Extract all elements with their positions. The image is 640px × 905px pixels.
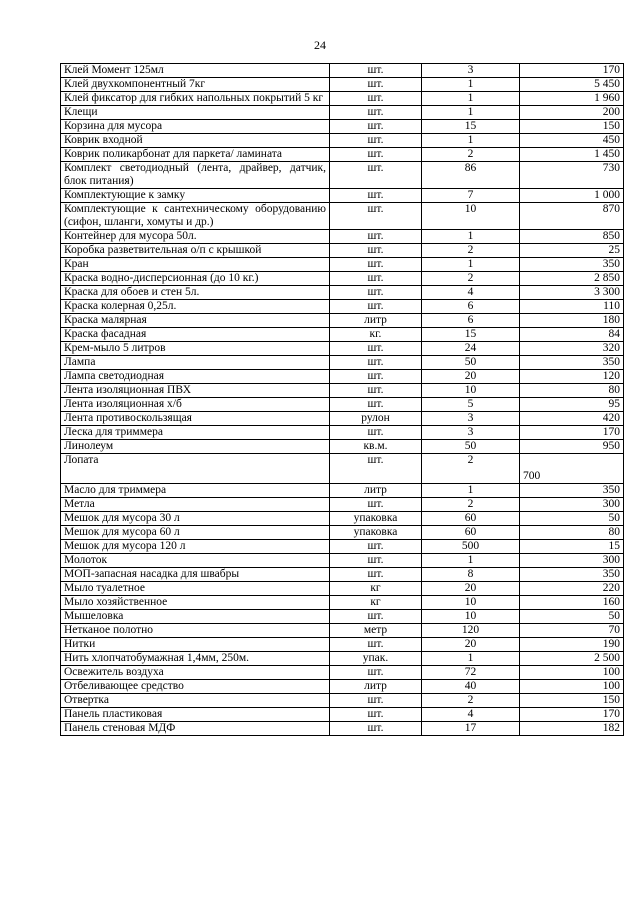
table-row bbox=[61, 384, 624, 398]
unit-cell: шт. bbox=[330, 203, 422, 230]
unit-cell: шт. bbox=[330, 666, 422, 680]
table-row bbox=[61, 582, 624, 596]
price-cell: 300 bbox=[520, 554, 624, 568]
unit-cell: шт. bbox=[330, 426, 422, 440]
quantity-cell: 20 bbox=[422, 638, 520, 652]
unit-cell: литр bbox=[330, 314, 422, 328]
unit-cell: кг bbox=[330, 582, 422, 596]
price-cell: 1 450 bbox=[520, 148, 624, 162]
table-row bbox=[61, 106, 624, 120]
price-cell: 160 bbox=[520, 596, 624, 610]
price-cell: 80 bbox=[520, 526, 624, 540]
price-cell: 15 bbox=[520, 540, 624, 554]
table-row bbox=[61, 708, 624, 722]
price-cell: 5 450 bbox=[520, 78, 624, 92]
price-cell: 50 bbox=[520, 610, 624, 624]
quantity-cell: 2 bbox=[422, 454, 520, 484]
price-cell: 3 300 bbox=[520, 286, 624, 300]
item-name-cell: Краска малярная bbox=[61, 314, 330, 328]
item-name-cell: Комплектующие к замку bbox=[61, 189, 330, 203]
price-cell: 350 bbox=[520, 484, 624, 498]
quantity-cell: 2 bbox=[422, 244, 520, 258]
quantity-cell: 20 bbox=[422, 370, 520, 384]
quantity-cell: 2 bbox=[422, 272, 520, 286]
unit-cell: упаковка bbox=[330, 512, 422, 526]
unit-cell: шт. bbox=[330, 638, 422, 652]
quantity-cell: 20 bbox=[422, 582, 520, 596]
item-name-cell: Метла bbox=[61, 498, 330, 512]
item-name-cell: Мышеловка bbox=[61, 610, 330, 624]
price-cell: 220 bbox=[520, 582, 624, 596]
quantity-cell: 15 bbox=[422, 120, 520, 134]
price-cell: 950 bbox=[520, 440, 624, 454]
quantity-cell: 2 bbox=[422, 148, 520, 162]
table-row bbox=[61, 120, 624, 134]
table-row bbox=[61, 300, 624, 314]
table-row bbox=[61, 314, 624, 328]
item-name-cell: Лампа светодиодная bbox=[61, 370, 330, 384]
unit-cell: шт. bbox=[330, 498, 422, 512]
item-name-cell: Мешок для мусора 120 л bbox=[61, 540, 330, 554]
item-name-cell: Мешок для мусора 60 л bbox=[61, 526, 330, 540]
item-name-cell: Краска фасадная bbox=[61, 328, 330, 342]
quantity-cell: 24 bbox=[422, 342, 520, 356]
price-cell: 170 bbox=[520, 64, 624, 78]
quantity-cell: 6 bbox=[422, 314, 520, 328]
price-cell: 50 bbox=[520, 512, 624, 526]
quantity-cell: 8 bbox=[422, 568, 520, 582]
quantity-cell: 1 bbox=[422, 134, 520, 148]
item-name-cell: Молоток bbox=[61, 554, 330, 568]
table-row bbox=[61, 526, 624, 540]
price-cell: 150 bbox=[520, 120, 624, 134]
materials-table-body bbox=[61, 64, 624, 736]
table-row bbox=[61, 328, 624, 342]
table-row bbox=[61, 498, 624, 512]
quantity-cell: 1 bbox=[422, 554, 520, 568]
table-row bbox=[61, 230, 624, 244]
unit-cell: шт. bbox=[330, 162, 422, 189]
price-cell: 2 850 bbox=[520, 272, 624, 286]
unit-cell: литр bbox=[330, 680, 422, 694]
quantity-cell: 6 bbox=[422, 300, 520, 314]
table-row bbox=[61, 694, 624, 708]
unit-cell: шт. bbox=[330, 286, 422, 300]
unit-cell: метр bbox=[330, 624, 422, 638]
quantity-cell: 86 bbox=[422, 162, 520, 189]
table-row bbox=[61, 356, 624, 370]
item-name-cell: Отбеливающее средство bbox=[61, 680, 330, 694]
unit-cell: упаковка bbox=[330, 526, 422, 540]
table-row bbox=[61, 484, 624, 498]
item-name-cell: МОП-запасная насадка для швабры bbox=[61, 568, 330, 582]
price-cell: 100 bbox=[520, 680, 624, 694]
unit-cell: шт. bbox=[330, 568, 422, 582]
item-name-cell: Мыло хозяйственное bbox=[61, 596, 330, 610]
item-name-cell: Крем-мыло 5 литров bbox=[61, 342, 330, 356]
unit-cell: шт. bbox=[330, 540, 422, 554]
unit-cell: шт. bbox=[330, 244, 422, 258]
item-name-cell: Корзина для мусора bbox=[61, 120, 330, 134]
item-name-cell: Масло для триммера bbox=[61, 484, 330, 498]
unit-cell: шт. bbox=[330, 92, 422, 106]
quantity-cell: 4 bbox=[422, 286, 520, 300]
unit-cell: шт. bbox=[330, 384, 422, 398]
item-name-cell: Коврик входной bbox=[61, 134, 330, 148]
item-name-cell: Отвертка bbox=[61, 694, 330, 708]
unit-cell: кв.м. bbox=[330, 440, 422, 454]
item-name-cell: Лента изоляционная ПВХ bbox=[61, 384, 330, 398]
item-name-cell: Мыло туалетное bbox=[61, 582, 330, 596]
table-row bbox=[61, 610, 624, 624]
unit-cell: шт. bbox=[330, 300, 422, 314]
price-cell: 450 bbox=[520, 134, 624, 148]
quantity-cell: 1 bbox=[422, 484, 520, 498]
table-row bbox=[61, 624, 624, 638]
item-name-cell: Клей фиксатор для гибких напольных покрытий 5 кг bbox=[61, 92, 330, 106]
item-name-cell: Нить хлопчатобумажная 1,4мм, 250м. bbox=[61, 652, 330, 666]
unit-cell: шт. bbox=[330, 120, 422, 134]
unit-cell: шт. bbox=[330, 398, 422, 412]
item-name-cell: Нитки bbox=[61, 638, 330, 652]
table-row bbox=[61, 412, 624, 426]
table-row bbox=[61, 342, 624, 356]
item-name-cell: Краска водно-дисперсионная (до 10 кг.) bbox=[61, 272, 330, 286]
quantity-cell: 10 bbox=[422, 203, 520, 230]
price-cell: 2 500 bbox=[520, 652, 624, 666]
materials-table bbox=[60, 63, 624, 736]
item-name-cell: Леска для триммера bbox=[61, 426, 330, 440]
table-row bbox=[61, 454, 624, 484]
unit-cell: кг. bbox=[330, 328, 422, 342]
unit-cell: шт. bbox=[330, 78, 422, 92]
item-name-cell: Краска колерная 0,25л. bbox=[61, 300, 330, 314]
table-row bbox=[61, 134, 624, 148]
table-row bbox=[61, 78, 624, 92]
unit-cell: упак. bbox=[330, 652, 422, 666]
price-cell: 700 bbox=[520, 454, 624, 484]
unit-cell: шт. bbox=[330, 148, 422, 162]
unit-cell: шт. bbox=[330, 64, 422, 78]
quantity-cell: 40 bbox=[422, 680, 520, 694]
unit-cell: шт. bbox=[330, 230, 422, 244]
quantity-cell: 2 bbox=[422, 694, 520, 708]
table-row bbox=[61, 258, 624, 272]
item-name-cell: Лента противоскользящая bbox=[61, 412, 330, 426]
quantity-cell: 3 bbox=[422, 64, 520, 78]
quantity-cell: 50 bbox=[422, 440, 520, 454]
quantity-cell: 500 bbox=[422, 540, 520, 554]
item-name-cell: Лампа bbox=[61, 356, 330, 370]
table-row bbox=[61, 638, 624, 652]
quantity-cell: 1 bbox=[422, 106, 520, 120]
table-row bbox=[61, 148, 624, 162]
quantity-cell: 15 bbox=[422, 328, 520, 342]
item-name-cell: Клей двухкомпонентный 7кг bbox=[61, 78, 330, 92]
table-row bbox=[61, 652, 624, 666]
item-name-cell: Краска для обоев и стен 5л. bbox=[61, 286, 330, 300]
quantity-cell: 1 bbox=[422, 652, 520, 666]
quantity-cell: 1 bbox=[422, 92, 520, 106]
price-cell: 180 bbox=[520, 314, 624, 328]
price-cell: 84 bbox=[520, 328, 624, 342]
unit-cell: шт. bbox=[330, 610, 422, 624]
unit-cell: шт. bbox=[330, 722, 422, 736]
unit-cell: шт. bbox=[330, 356, 422, 370]
price-cell: 190 bbox=[520, 638, 624, 652]
quantity-cell: 3 bbox=[422, 412, 520, 426]
price-cell: 850 bbox=[520, 230, 624, 244]
page-number: 24 bbox=[314, 38, 326, 52]
table-row bbox=[61, 554, 624, 568]
price-cell: 120 bbox=[520, 370, 624, 384]
table-row bbox=[61, 666, 624, 680]
unit-cell: рулон bbox=[330, 412, 422, 426]
price-cell: 300 bbox=[520, 498, 624, 512]
item-name-cell: Нетканое полотно bbox=[61, 624, 330, 638]
price-cell: 70 bbox=[520, 624, 624, 638]
price-cell: 170 bbox=[520, 708, 624, 722]
table-row bbox=[61, 244, 624, 258]
item-name-cell: Клей Момент 125мл bbox=[61, 64, 330, 78]
unit-cell: шт. bbox=[330, 454, 422, 484]
price-cell: 1 960 bbox=[520, 92, 624, 106]
quantity-cell: 10 bbox=[422, 384, 520, 398]
price-cell: 320 bbox=[520, 342, 624, 356]
table-row bbox=[61, 189, 624, 203]
price-cell: 150 bbox=[520, 694, 624, 708]
unit-cell: шт. bbox=[330, 258, 422, 272]
unit-cell: шт. bbox=[330, 134, 422, 148]
price-cell: 350 bbox=[520, 568, 624, 582]
table-row bbox=[61, 426, 624, 440]
quantity-cell: 72 bbox=[422, 666, 520, 680]
unit-cell: литр bbox=[330, 484, 422, 498]
unit-cell: шт. bbox=[330, 189, 422, 203]
quantity-cell: 2 bbox=[422, 498, 520, 512]
table-row bbox=[61, 722, 624, 736]
price-cell: 170 bbox=[520, 426, 624, 440]
unit-cell: шт. bbox=[330, 554, 422, 568]
table-row bbox=[61, 440, 624, 454]
item-name-cell: Мешок для мусора 30 л bbox=[61, 512, 330, 526]
price-cell: 350 bbox=[520, 356, 624, 370]
quantity-cell: 7 bbox=[422, 189, 520, 203]
table-row bbox=[61, 64, 624, 78]
price-cell: 870 bbox=[520, 203, 624, 230]
quantity-cell: 50 bbox=[422, 356, 520, 370]
price-cell: 80 bbox=[520, 384, 624, 398]
table-row bbox=[61, 286, 624, 300]
table-row bbox=[61, 512, 624, 526]
table-row bbox=[61, 162, 624, 189]
item-name-cell: Панель пластиковая bbox=[61, 708, 330, 722]
quantity-cell: 1 bbox=[422, 230, 520, 244]
item-name-cell: Клещи bbox=[61, 106, 330, 120]
item-name-cell: Линолеум bbox=[61, 440, 330, 454]
quantity-cell: 4 bbox=[422, 708, 520, 722]
price-cell: 730 bbox=[520, 162, 624, 189]
table-row bbox=[61, 398, 624, 412]
price-cell: 350 bbox=[520, 258, 624, 272]
quantity-cell: 1 bbox=[422, 78, 520, 92]
price-cell: 200 bbox=[520, 106, 624, 120]
item-name-cell: Лента изоляционная х/б bbox=[61, 398, 330, 412]
unit-cell: кг bbox=[330, 596, 422, 610]
quantity-cell: 17 bbox=[422, 722, 520, 736]
item-name-cell: Комплект светодиодный (лента, драйвер, датчик, блок питания) bbox=[61, 162, 330, 189]
quantity-cell: 120 bbox=[422, 624, 520, 638]
quantity-cell: 10 bbox=[422, 610, 520, 624]
table-row bbox=[61, 680, 624, 694]
unit-cell: шт. bbox=[330, 370, 422, 384]
item-name-cell: Кран bbox=[61, 258, 330, 272]
quantity-cell: 60 bbox=[422, 526, 520, 540]
quantity-cell: 60 bbox=[422, 512, 520, 526]
unit-cell: шт. bbox=[330, 694, 422, 708]
price-cell: 420 bbox=[520, 412, 624, 426]
table-row bbox=[61, 203, 624, 230]
item-name-cell: Коврик поликарбонат для паркета/ ламината bbox=[61, 148, 330, 162]
item-name-cell: Освежитель воздуха bbox=[61, 666, 330, 680]
price-cell: 1 000 bbox=[520, 189, 624, 203]
price-cell: 95 bbox=[520, 398, 624, 412]
unit-cell: шт. bbox=[330, 272, 422, 286]
price-cell: 100 bbox=[520, 666, 624, 680]
price-cell: 182 bbox=[520, 722, 624, 736]
table-row bbox=[61, 596, 624, 610]
unit-cell: шт. bbox=[330, 106, 422, 120]
quantity-cell: 10 bbox=[422, 596, 520, 610]
item-name-cell: Панель стеновая МДФ bbox=[61, 722, 330, 736]
table-row bbox=[61, 540, 624, 554]
price-cell: 25 bbox=[520, 244, 624, 258]
unit-cell: шт. bbox=[330, 342, 422, 356]
quantity-cell: 1 bbox=[422, 258, 520, 272]
item-name-cell: Лопата bbox=[61, 454, 330, 484]
item-name-cell: Контейнер для мусора 50л. bbox=[61, 230, 330, 244]
item-name-cell: Комплектующие к сантехническому оборудованию (сифон, шланги, хомуты и др.) bbox=[61, 203, 330, 230]
price-cell: 110 bbox=[520, 300, 624, 314]
quantity-cell: 5 bbox=[422, 398, 520, 412]
table-row bbox=[61, 568, 624, 582]
unit-cell: шт. bbox=[330, 708, 422, 722]
table-row bbox=[61, 370, 624, 384]
item-name-cell: Коробка разветвительная о/п с крышкой bbox=[61, 244, 330, 258]
table-row bbox=[61, 92, 624, 106]
table-row bbox=[61, 272, 624, 286]
quantity-cell: 3 bbox=[422, 426, 520, 440]
